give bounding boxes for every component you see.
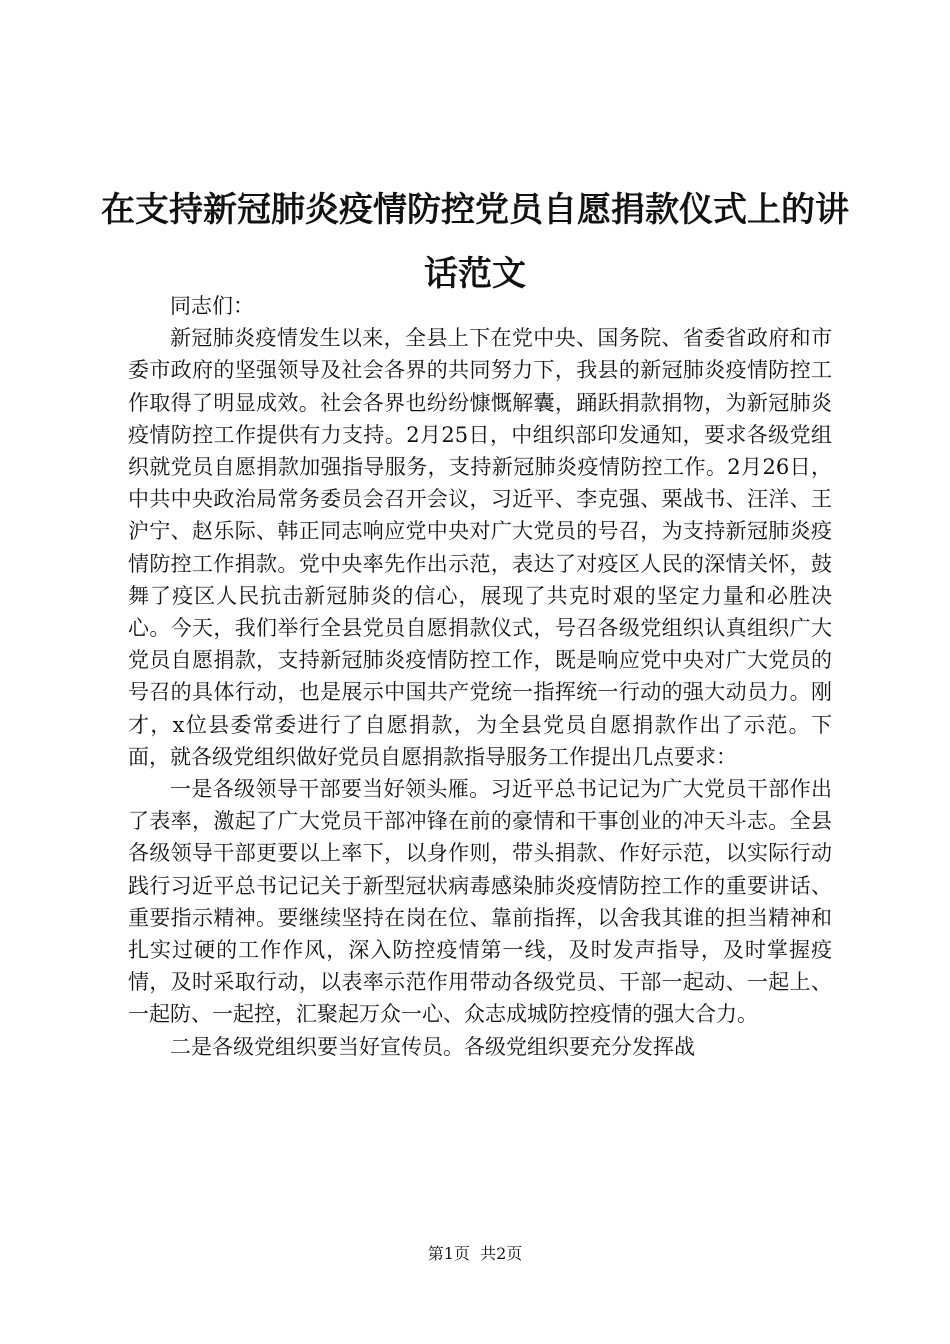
page-total: 共2页 [480, 1244, 523, 1263]
footer-separator [470, 1244, 480, 1263]
page-footer [0, 1244, 950, 1264]
page-number: 第1页 [427, 1244, 470, 1263]
point-one-paragraph: 一是各级领导干部要当好领头雁。习近平总书记记为广大党员干部作出了表率，激起了广大党员干部冲锋在前的豪情和干事创业的冲天斗志。全县各级领导干部更要以上率下，以身作则，带头捐款、作好示范，以实际行动践行习近平总书记记关于新型冠状病毒感染肺炎疫情防控工作的重要讲话、重要指示精神。要继续坚持在岗在位、靠前指挥，以舍我其谁的担当精神和扎实过硬的工作作风，深入防控疫情第一线，及时发声指导，及时掌握疫情，及时采取行动，以表率示范作用带动各级党员、干部一起动、一起上、一起防、一起控，汇聚起万众一心、众志成城防控疫情的强大合力。 [128, 777, 832, 1027]
document-body [128, 290, 832, 1063]
intro-paragraph: 新冠肺炎疫情发生以来，全县上下在党中央、国务院、省委省政府和市委市政府的坚强领导及社会各界的共同努力下，我县的新冠肺炎疫情防控工作取得了明显成效。社会各界也纷纷慷慨解囊，踊跃捐款捐物，为新冠肺炎疫情防控工作提供有力支持。2月25日，中组织部印发通知，要求各级党组织就党员自愿捐款加强指导服务，支持新冠肺炎疫情防控工作。2月26日，中共中央政治局常务委员会召开会议，习近平、李克强、栗战书、汪洋、王沪宁、赵乐际、韩正同志响应党中央对广大党员的号召，为支持新冠肺炎疫情防控工作捐款。党中央率先作出示范，表达了对疫区人民的深情关怀，鼓舞了疫区人民抗击新冠肺炎的信心，展现了共克时艰的坚定力量和必胜决心。今天，我们举行全县党员自愿捐款仪式，号召各级党组织认真组织广大党员自愿捐款，支持新冠肺炎疫情防控工作，既是响应党中央对广大党员的号召的具体行动，也是展示中国共产党统一指挥统一行动的强大动员力。刚才，x位县委常委进行了自愿捐款，为全县党员自愿捐款作出了示范。下面，就各级党组织做好党员自愿捐款指导服务工作提出几点要求： [128, 326, 832, 769]
point-two-paragraph: 二是各级党组织要当好宣传员。各级党组织要充分发挥战 [170, 1034, 695, 1059]
salutation-paragraph: 同志们： [170, 294, 254, 318]
document-title: 在支持新冠肺炎疫情防控党员自愿捐款仪式上的讲话范文 [101, 190, 849, 294]
